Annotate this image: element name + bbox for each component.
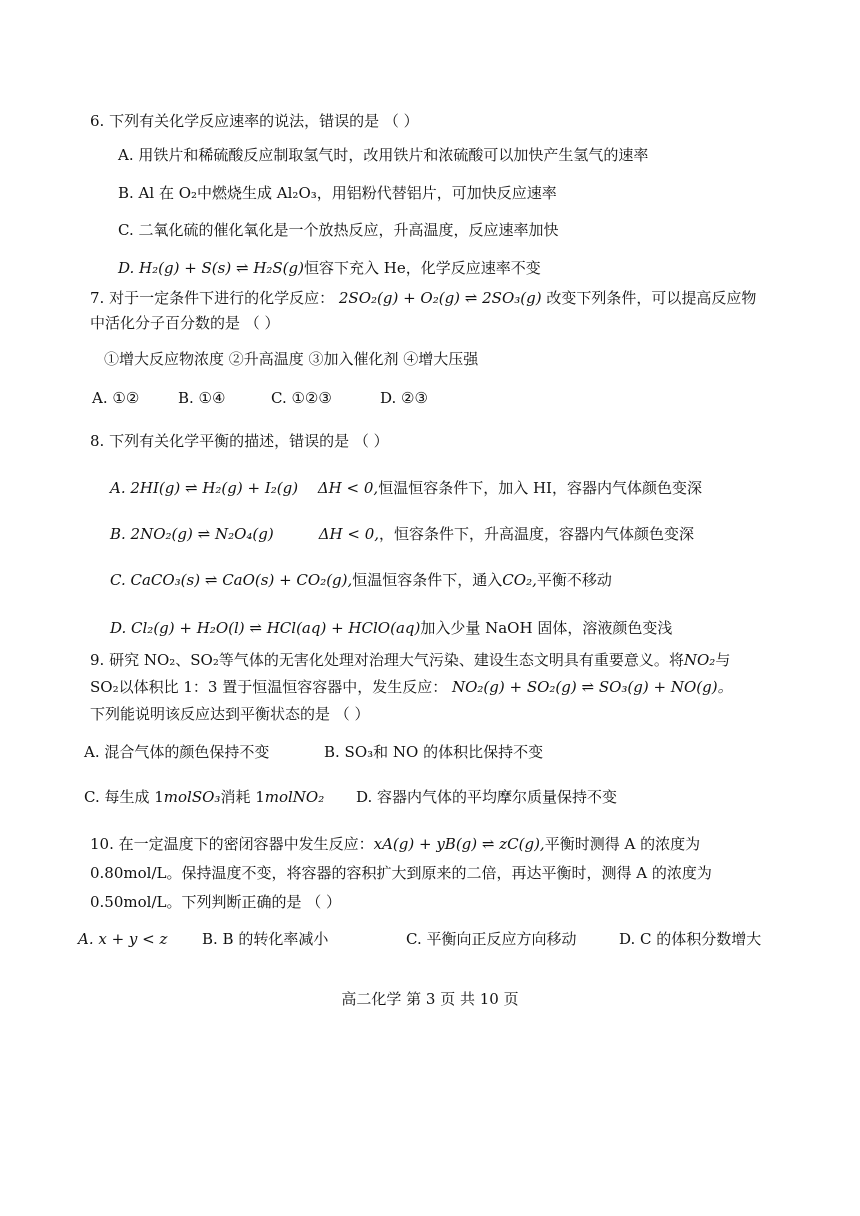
q9-line1-eq: NO₂ xyxy=(683,651,716,669)
page-footer: 高二化学 第 3 页 共 10 页 xyxy=(341,990,519,1008)
q9-c-eq2: molNO₂ xyxy=(264,788,325,806)
q7-option-b: B. ①④ xyxy=(178,389,226,407)
q8-c-text-2: 平衡不移动 xyxy=(536,571,612,589)
q9-option-d: D. 容器内气体的平均摩尔质量保持不变 xyxy=(356,788,618,806)
q9-option-b: B. SO₃和 NO 的体积比保持不变 xyxy=(324,743,544,761)
q9-c-pre: C. 每生成 1 xyxy=(84,788,164,806)
q8-option-d xyxy=(110,618,672,638)
q6-option-b: B. Al 在 O₂中燃烧生成 Al₂O₃，用铝粉代替铝片，可加快反应速率 xyxy=(118,184,557,202)
q7-stem-line2: 中活化分子百分数的是 （ ） xyxy=(90,314,280,332)
q10-option-c: C. 平衡向正反应方向移动 xyxy=(406,930,577,948)
q7-option-c: C. ①②③ xyxy=(271,389,332,407)
q10-stem-line2: 0.80mol/L。保持温度不变，将容器的容积扩大到原来的二倍，再达平衡时，测得 A 的浓度为 xyxy=(90,864,712,882)
q9-stem-line1 xyxy=(90,650,730,670)
q8-option-a xyxy=(110,478,702,498)
q8-d-equation: D. Cl₂(g) + H₂O(l) ⇌ HCl(aq) + HClO(aq) xyxy=(110,619,421,637)
q10-option-d: D. C 的体积分数增大 xyxy=(619,930,762,948)
q8-a-text: 恒温恒容条件下，加入 HI，容器内气体颜色变深 xyxy=(378,479,702,497)
q7-option-a: A. ①② xyxy=(92,389,140,407)
q7-stem-post: 改变下列条件，可以提高反应物 xyxy=(546,289,757,307)
q9-stem-line3: 下列能说明该反应达到平衡状态的是 （ ） xyxy=(90,705,370,723)
q7-stem-line1 xyxy=(90,288,756,308)
q6-stem: 6. 下列有关化学反应速率的说法，错误的是 （ ） xyxy=(90,112,419,130)
q8-b-equation: B. 2NO₂(g) ⇌ N₂O₄(g) ΔH < 0, xyxy=(110,525,380,543)
q8-c-text: 恒温恒容条件下，通入 xyxy=(352,571,503,589)
q8-a-equation: A. 2HI(g) ⇌ H₂(g) + I₂(g) ΔH < 0, xyxy=(110,479,379,497)
q6-option-c: C. 二氧化硫的催化氧化是一个放热反应，升高温度，反应速率加快 xyxy=(118,221,559,239)
q8-option-c xyxy=(110,570,612,590)
q9-option-a: A. 混合气体的颜色保持不变 xyxy=(84,743,270,761)
q8-c-equation: C. CaCO₃(s) ⇌ CaO(s) + CO₂(g), xyxy=(110,571,353,589)
q6-option-a: A. 用铁片和稀硫酸反应制取氢气时，改用铁片和浓硫酸可以加快产生氢气的速率 xyxy=(118,146,649,164)
q10-line1-post: 平衡时测得 A 的浓度为 xyxy=(544,835,701,853)
q9-line1-pre: 9. 研究 NO₂、SO₂等气体的无害化处理对治理大气污染、建设生态文明具有重要意义。将 xyxy=(90,651,684,669)
q8-b-text: ，恒容条件下，升高温度，容器内气体颜色变深 xyxy=(379,525,695,543)
q10-stem-line3: 0.50mol/L。下列判断正确的是 （ ） xyxy=(90,893,342,911)
q6-option-d xyxy=(118,258,541,278)
q10-equation: xA(g) + yB(g) ⇌ zC(g), xyxy=(373,835,545,853)
q9-option-c xyxy=(84,787,324,807)
q7-stem-pre: 7. 对于一定条件下进行的化学反应： xyxy=(90,289,335,307)
q8-option-b xyxy=(110,524,694,544)
q7-equation: 2SO₂(g) + O₂(g) ⇌ 2SO₃(g) xyxy=(338,289,542,307)
q7-conditions: ①增大反应物浓度 ②升高温度 ③加入催化剂 ④增大压强 xyxy=(104,350,479,368)
q9-equation: NO₂(g) + SO₂(g) ⇌ SO₃(g) + NO(g)。 xyxy=(452,678,733,696)
q9-c-eq1: molSO₃ xyxy=(163,788,221,806)
q8-c-equation-2: CO₂, xyxy=(502,571,537,589)
q6-d-equation: D. H₂(g) + S(s) ⇌ H₂S(g) xyxy=(118,259,304,277)
q9-c-mid: 消耗 1 xyxy=(220,788,265,806)
q8-stem: 8. 下列有关化学平衡的描述，错误的是 （ ） xyxy=(90,432,389,450)
q8-d-text: 加入少量 NaOH 固体，溶液颜色变浅 xyxy=(420,619,673,637)
q10-option-b: B. B 的转化率减小 xyxy=(202,930,329,948)
q10-line1-pre: 10. 在一定温度下的密闭容器中发生反应： xyxy=(90,835,374,853)
q7-option-d: D. ②③ xyxy=(380,389,428,407)
q10-stem-line1 xyxy=(90,834,700,854)
q9-line1-post: 与 xyxy=(715,651,731,669)
q10-option-a: A. x + y < z xyxy=(78,930,168,948)
q9-line2-pre: SO₂以体积比 1：3 置于恒温恒容容器中，发生反应： xyxy=(90,678,448,696)
q6-d-text: 恒容下充入 He，化学反应速率不变 xyxy=(304,259,541,277)
q9-stem-line2 xyxy=(90,677,733,697)
